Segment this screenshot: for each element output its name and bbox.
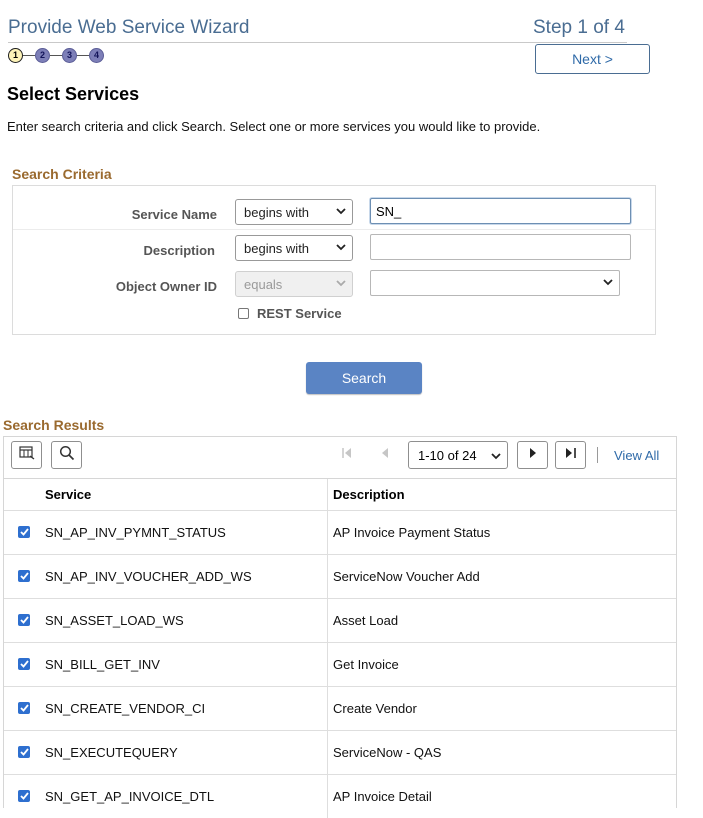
table-row <box>4 598 676 642</box>
row-select-checkbox[interactable] <box>18 614 30 626</box>
next-button[interactable]: Next > <box>535 44 650 74</box>
service-cell: SN_CREATE_VENDOR_CI <box>45 701 206 716</box>
checkmark-icon <box>20 572 29 580</box>
object-owner-operator-value: equals <box>244 276 283 292</box>
column-header-description[interactable]: Description <box>333 487 405 502</box>
step-indicator-label: Step 1 of 4 <box>533 17 625 38</box>
search-criteria-heading: Search Criteria <box>12 166 112 182</box>
step-3-badge: 3 <box>62 48 77 63</box>
table-row <box>4 642 676 686</box>
column-divider <box>327 775 328 818</box>
row-select-checkbox[interactable] <box>18 702 30 714</box>
last-page-button[interactable] <box>555 441 586 469</box>
page-range-select[interactable] <box>408 441 508 469</box>
table-row <box>4 774 676 818</box>
object-owner-id-label: Object Owner ID <box>115 279 217 294</box>
row-select-checkbox[interactable] <box>18 570 30 582</box>
chevron-down-icon <box>336 279 346 290</box>
step-connector <box>77 55 89 56</box>
rest-service-checkbox[interactable] <box>238 308 249 319</box>
search-results-heading: Search Results <box>3 417 105 433</box>
row-select-checkbox[interactable] <box>18 526 30 538</box>
grid-settings-icon <box>19 446 35 465</box>
column-divider <box>327 599 328 642</box>
view-all-link[interactable]: View All <box>614 448 660 463</box>
service-cell: SN_AP_INV_PYMNT_STATUS <box>45 525 226 540</box>
column-divider <box>327 687 328 730</box>
step-1-badge: 1 <box>8 48 23 63</box>
description-cell: Create Vendor <box>333 701 417 716</box>
table-header-row <box>4 478 676 510</box>
table-row <box>4 554 676 598</box>
first-page-icon <box>341 447 353 462</box>
next-page-button[interactable] <box>517 441 548 469</box>
chevron-down-icon <box>491 448 501 463</box>
header-divider <box>8 42 627 43</box>
column-divider <box>327 555 328 598</box>
service-cell: SN_BILL_GET_INV <box>45 657 160 672</box>
row-select-checkbox[interactable] <box>18 658 30 670</box>
chevron-down-icon <box>603 278 613 289</box>
service-cell: SN_EXECUTEQUERY <box>45 745 178 760</box>
checkmark-icon <box>20 748 29 756</box>
table-row <box>4 686 676 730</box>
chevron-down-icon <box>336 207 346 218</box>
column-divider <box>327 731 328 774</box>
checkmark-icon <box>20 616 29 624</box>
chevron-down-icon <box>336 243 346 254</box>
column-divider <box>327 479 328 510</box>
description-cell: Asset Load <box>333 613 399 628</box>
column-divider <box>327 643 328 686</box>
results-table <box>4 478 676 818</box>
row-select-checkbox[interactable] <box>18 746 30 758</box>
last-page-icon <box>565 446 577 464</box>
step-connector <box>23 55 35 56</box>
row-select-checkbox[interactable] <box>18 790 30 802</box>
page-title: Select Services <box>7 84 140 104</box>
column-divider <box>327 511 328 554</box>
personalize-grid-button[interactable] <box>11 441 42 469</box>
checkmark-icon <box>20 704 29 712</box>
table-row <box>4 730 676 774</box>
description-cell: ServiceNow - QAS <box>333 745 442 760</box>
step-4-badge: 4 <box>89 48 104 63</box>
description-cell: Get Invoice <box>333 657 399 672</box>
instructions-text: Enter search criteria and click Search. Select one or more services you would like to provide. <box>7 119 541 134</box>
page-range-value: 1-10 of 24 <box>418 447 477 463</box>
description-input[interactable] <box>370 234 631 260</box>
service-name-input[interactable]: SN_ <box>370 198 631 224</box>
description-label: Description <box>143 243 215 258</box>
description-cell: ServiceNow Voucher Add <box>333 569 480 584</box>
service-name-operator-select[interactable] <box>235 199 353 225</box>
description-operator-value: begins with <box>244 240 310 256</box>
rest-service-label: REST Service <box>257 306 342 321</box>
previous-page-icon <box>380 447 390 462</box>
service-cell: SN_ASSET_LOAD_WS <box>45 613 184 628</box>
object-owner-operator-select <box>235 271 353 297</box>
pager-divider <box>597 447 598 463</box>
description-cell: AP Invoice Detail <box>333 789 432 804</box>
object-owner-id-select[interactable] <box>370 270 620 296</box>
column-header-service[interactable]: Service <box>45 487 92 502</box>
service-name-label: Service Name <box>131 207 217 222</box>
checkmark-icon <box>20 660 29 668</box>
table-row <box>4 510 676 554</box>
step-connector <box>50 55 62 56</box>
play-right-icon <box>528 446 538 464</box>
service-cell: SN_GET_AP_INVOICE_DTL <box>45 789 215 804</box>
step-2-badge: 2 <box>35 48 50 63</box>
checkmark-icon <box>20 528 29 536</box>
wizard-title: Provide Web Service Wizard <box>8 17 250 38</box>
checkmark-icon <box>20 792 29 800</box>
wizard-steps <box>8 46 104 64</box>
search-icon <box>59 445 75 466</box>
description-cell: AP Invoice Payment Status <box>333 525 491 540</box>
service-name-operator-value: begins with <box>244 204 310 220</box>
search-button[interactable]: Search <box>306 362 422 394</box>
service-cell: SN_AP_INV_VOUCHER_ADD_WS <box>45 569 252 584</box>
description-operator-select[interactable] <box>235 235 353 261</box>
find-in-grid-button[interactable] <box>51 441 82 469</box>
criteria-row-divider <box>13 229 655 230</box>
